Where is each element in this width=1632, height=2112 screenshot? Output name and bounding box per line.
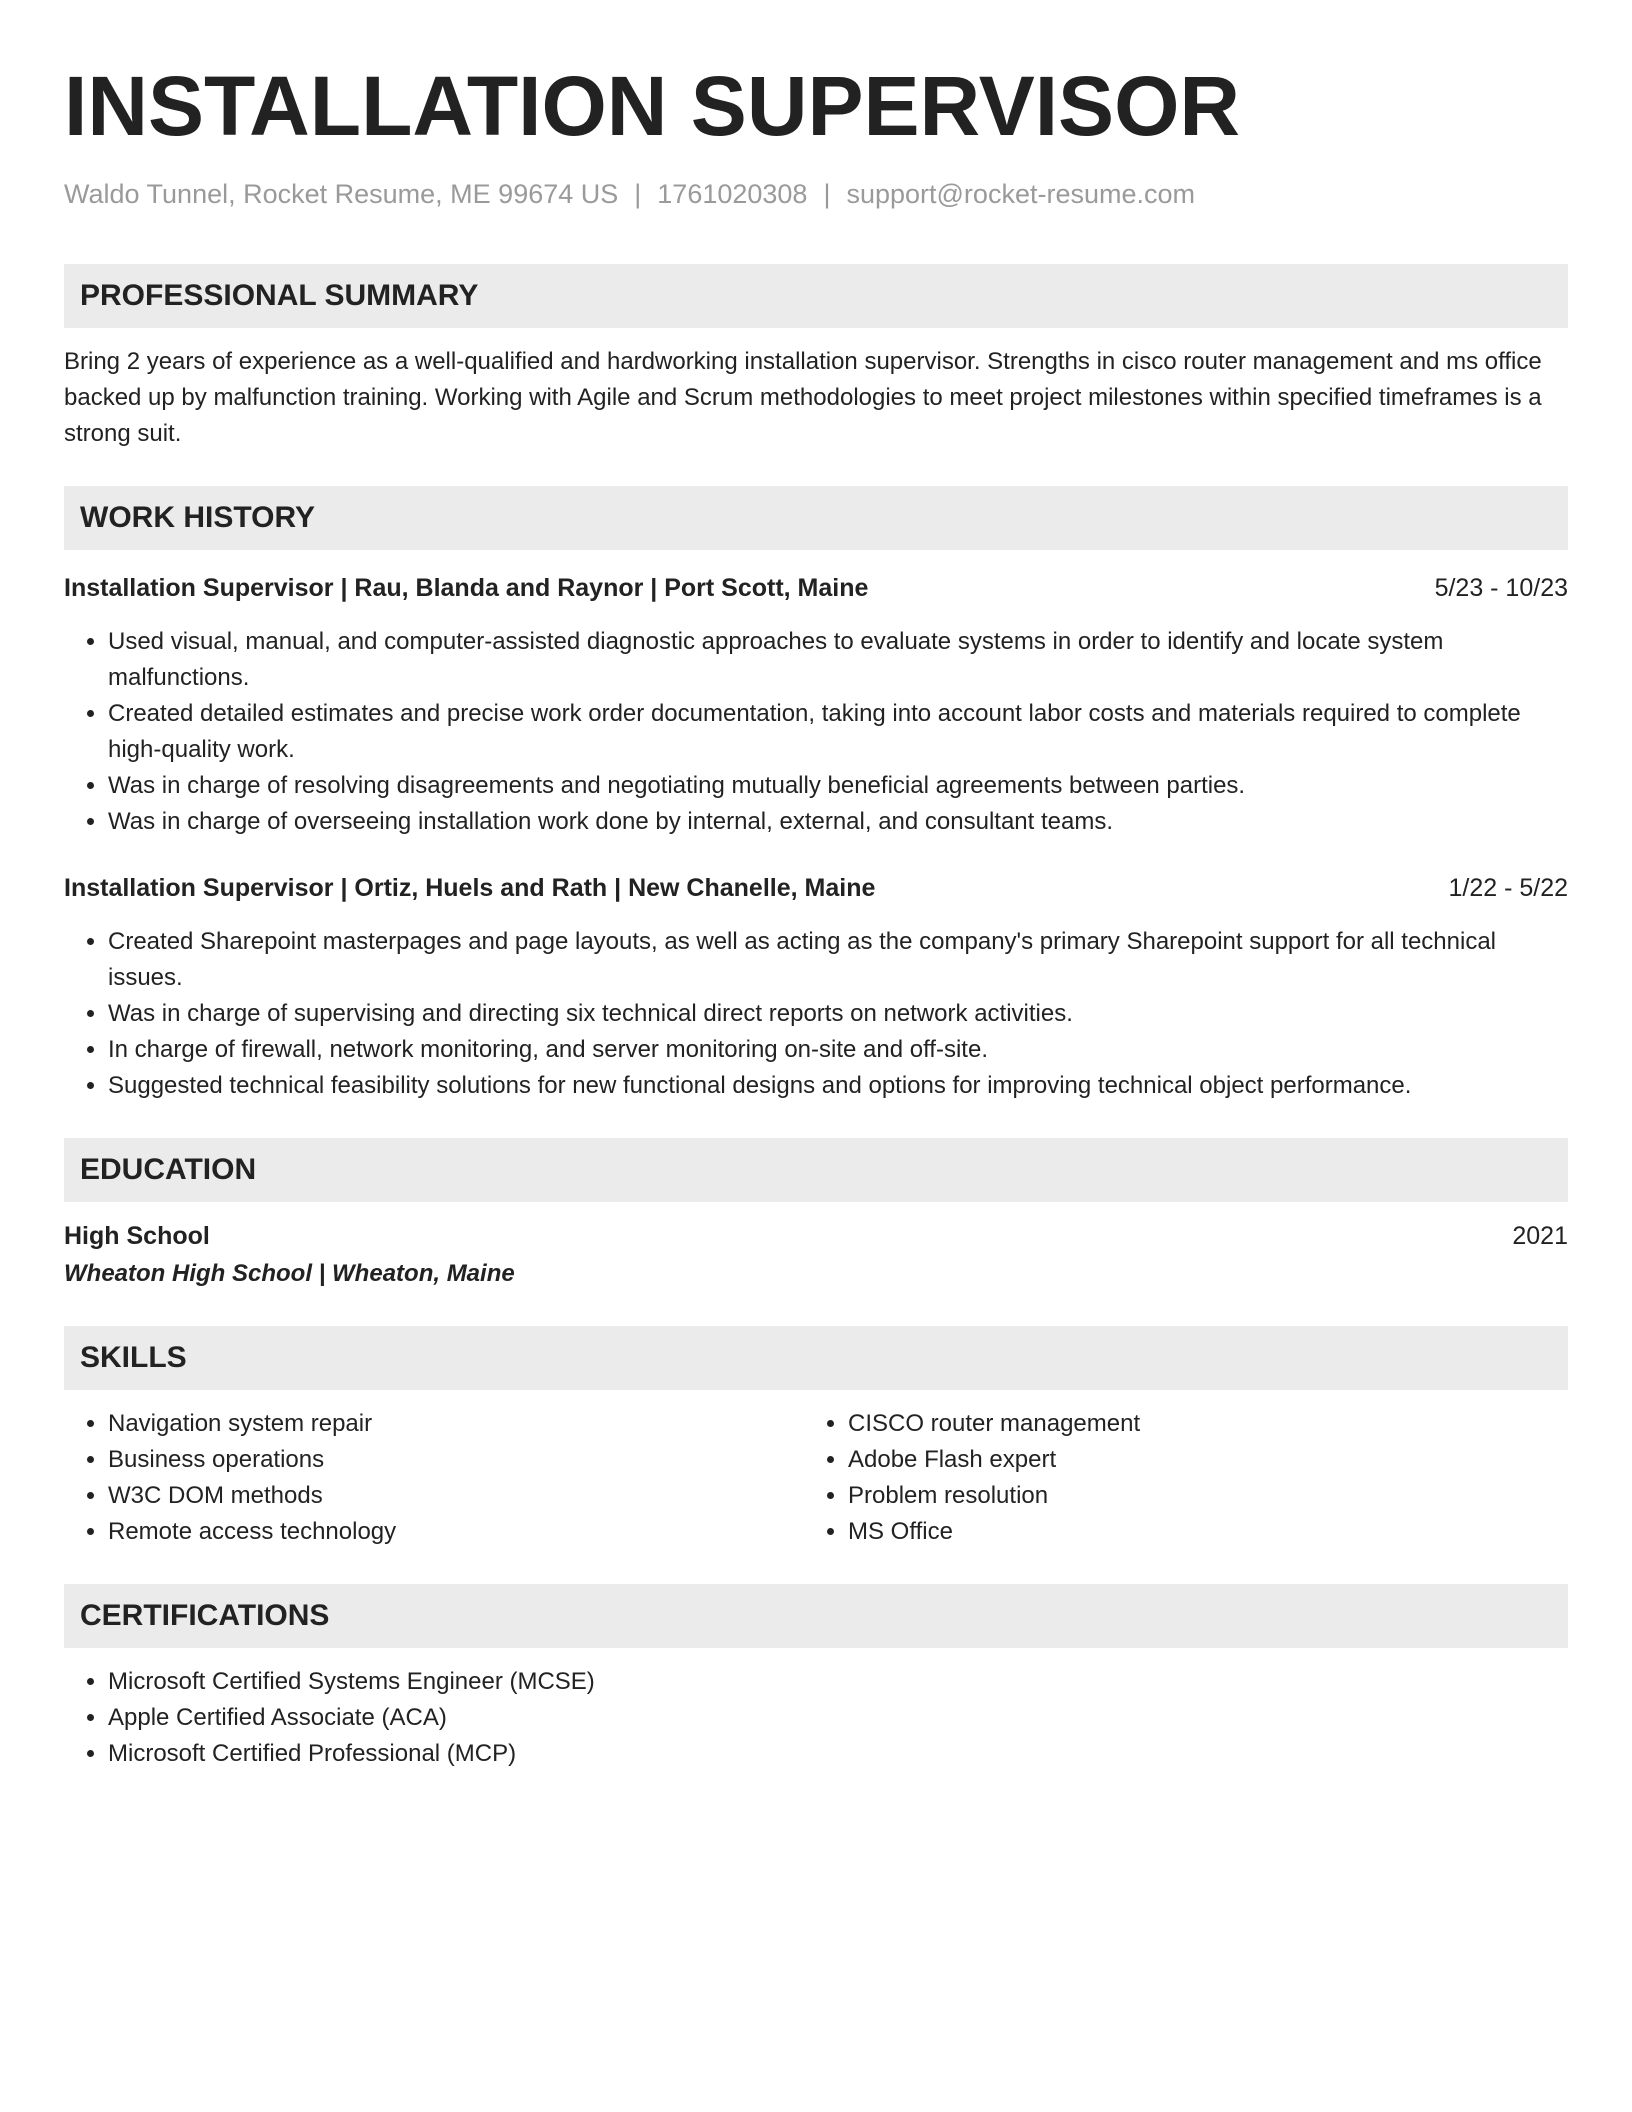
- education-entry: [64, 1218, 1568, 1292]
- section-header-skills: SKILLS: [64, 1326, 1568, 1390]
- contact-separator: |: [634, 179, 642, 209]
- job-bullets: [64, 624, 1568, 840]
- list-item: • Remote access technology: [108, 1514, 804, 1550]
- list-item: • Was in charge of overseeing installation work done by internal, external, and consultant teams.: [108, 804, 1568, 840]
- list-item: • Created Sharepoint masterpages and page layouts, as well as acting as the company's primary Sharepoint support for all technical issues.: [108, 924, 1568, 996]
- job-bullets: [64, 924, 1568, 1104]
- list-item: • Was in charge of resolving disagreements and negotiating mutually beneficial agreements between parties.: [108, 768, 1568, 804]
- contact-line: [64, 176, 1568, 212]
- contact-separator: |: [823, 179, 831, 209]
- job-header: [64, 870, 1568, 906]
- summary-text: Bring 2 years of experience as a well-qualified and hardworking installation supervisor. Strengths in cisco router management and ms office backed up by malfunction training. Working with Agile and Scrum methodologies to meet project milestones within specified timeframes is a strong suit.: [64, 348, 1542, 447]
- section-header-summary: PROFESSIONAL SUMMARY: [64, 264, 1568, 328]
- education-degree: High School: [64, 1222, 210, 1250]
- skills-column-left: [64, 1406, 804, 1550]
- job-title: Installation Supervisor | Rau, Blanda and Raynor | Port Scott, Maine: [64, 574, 869, 602]
- list-item: • Was in charge of supervising and directing six technical direct reports on network activities.: [108, 996, 1568, 1032]
- list-item: • CISCO router management: [848, 1406, 1544, 1442]
- contact-phone: 1761020308: [657, 179, 808, 209]
- education-year: 2021: [1512, 1222, 1568, 1250]
- list-item: • MS Office: [848, 1514, 1544, 1550]
- list-item: • Adobe Flash expert: [848, 1442, 1544, 1478]
- section-header-certifications: CERTIFICATIONS: [64, 1584, 1568, 1648]
- list-item: • Created detailed estimates and precise work order documentation, taking into account labor costs and materials required to complete high-quality work.: [108, 696, 1568, 768]
- list-item: • Used visual, manual, and computer-assisted diagnostic approaches to evaluate systems in order to identify and locate system malfunctions.: [108, 624, 1568, 696]
- list-item: • Navigation system repair: [108, 1406, 804, 1442]
- contact-email: support@rocket-resume.com: [846, 179, 1195, 209]
- list-item: • Business operations: [108, 1442, 804, 1478]
- education-header: [64, 1218, 1568, 1254]
- skills-list: [64, 1406, 1568, 1550]
- skills-column-right: [804, 1406, 1544, 1550]
- list-item: • Problem resolution: [848, 1478, 1544, 1514]
- resume-name: INSTALLATION SUPERVISOR: [64, 59, 1241, 153]
- list-item: • Suggested technical feasibility solutions for new functional designs and options for improving technical object performance.: [108, 1068, 1568, 1104]
- section-header-work-history: WORK HISTORY: [64, 486, 1568, 550]
- list-item: • In charge of firewall, network monitoring, and server monitoring on-site and off-site.: [108, 1032, 1568, 1068]
- job-header: [64, 570, 1568, 606]
- education-school: Wheaton High School | Wheaton, Maine: [64, 1260, 515, 1287]
- job-title: Installation Supervisor | Ortiz, Huels and Rath | New Chanelle, Maine: [64, 874, 876, 902]
- list-item: • W3C DOM methods: [108, 1478, 804, 1514]
- job-entry: [64, 570, 1568, 840]
- job-entry: [64, 870, 1568, 1104]
- list-item: • Microsoft Certified Professional (MCP): [108, 1736, 1568, 1772]
- certifications-items: [64, 1664, 1568, 1772]
- job-dates: 1/22 - 5/22: [1448, 874, 1568, 902]
- list-item: • Apple Certified Associate (ACA): [108, 1700, 1568, 1736]
- section-header-education: EDUCATION: [64, 1138, 1568, 1202]
- contact-address: Waldo Tunnel, Rocket Resume, ME 99674 US: [64, 179, 619, 209]
- list-item: • Microsoft Certified Systems Engineer (MCSE): [108, 1664, 1568, 1700]
- job-dates: 5/23 - 10/23: [1434, 574, 1568, 602]
- certifications-list: [64, 1664, 1568, 1772]
